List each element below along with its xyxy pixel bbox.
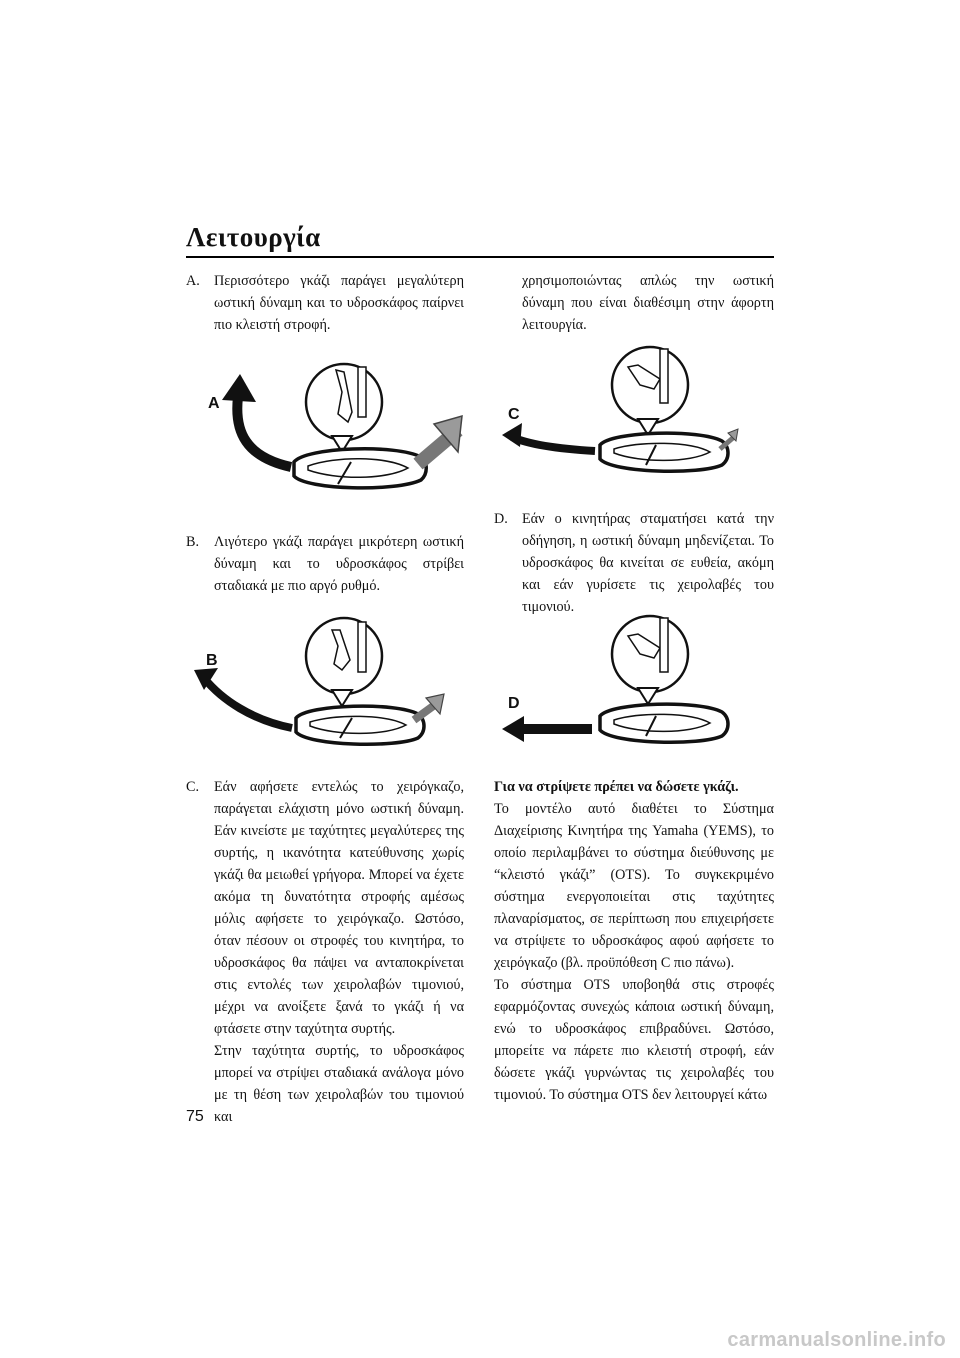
section-heading: Για να στρίψετε πρέπει να δώσετε γκάζι. <box>494 779 739 795</box>
figure-c <box>500 345 770 485</box>
item-d-text: Εάν ο κινητήρας σταματήσει κατά την οδήγηση, η ωστική δύναμη μηδενίζεται. Το υδροσκάφος θα κινείται σε ευθεία, ακόμη και εάν γυρίσετε τις χειρολαβές του τιμονιού. <box>522 511 774 615</box>
figure-d <box>500 612 770 757</box>
item-a <box>186 270 464 336</box>
item-d-label: D. <box>494 511 508 527</box>
item-a-text: Περισσότερο γκάζι παράγει μεγαλύτερη ωστική δύναμη και το υδροσκάφος παίρνει πιο κλειστή στροφή. <box>214 273 464 333</box>
figure-a <box>196 352 466 500</box>
watermark: carmanualsonline.info <box>727 1329 946 1351</box>
figure-a-label: A <box>208 395 220 412</box>
turn-arrow-icon <box>204 678 292 728</box>
turn-arrow-icon <box>237 397 291 467</box>
section-paragraph-2: Το σύστημα OTS υποβοηθά στις στροφές εφαρμόζοντας συνεχώς κάποια ωστική δύναμη, ενώ το υδροσκάφος επιβραδύνει. Ωστόσο, μπορείτε να πάρετε πιο κλειστή στροφή, εάν δώσετε γκάζι γυρνώντας τις χειρολαβές του τιμονιού. Το σύστημα OTS δεν λειτουργεί κάτω <box>494 977 774 1103</box>
item-a-label: A. <box>186 273 200 289</box>
item-c-label: C. <box>186 779 200 795</box>
figure-d-label: D <box>508 695 520 712</box>
turn-arrow-icon <box>512 437 595 451</box>
page-header <box>186 222 774 258</box>
straight-arrow-icon <box>520 724 592 734</box>
throttle-section <box>494 776 774 1106</box>
item-c-text: Εάν αφήσετε εντελώς το χειρόγκαζο, παράγεται ελάχιστη μόνο ωστική δύναμη. Εάν κινείστε με ταχύτητες μεγαλύτερες της συρτής, η ικανότητα κατεύθυνσης χωρίς γκάζι θα μειωθεί γρήγορα. Μπορεί να έχετε ακόμα τη δυνατότητα στροφής αμέσως μόλις αφήσετε το χειρόγκαζο. Ωστόσο, όταν πέσουν οι στροφές του κινητήρα, το υδροσκάφος θα πάψει να ανταποκρίνεται στις εντολές των χειρολαβών τιμονιού, μέχρι να ανοίξετε ξανά το γκάζι ή να φτάσετε στην ταχύτητα συρτής. <box>214 779 464 1037</box>
item-c-continuation <box>522 270 774 336</box>
item-d <box>494 508 774 618</box>
item-b-text: Λιγότερο γκάζι παράγει μικρότερη ωστική δύναμη και το υδροσκάφος στρίβει σταδιακά με πιο αργό ρυθμό. <box>214 534 464 594</box>
item-b <box>186 531 464 597</box>
item-c-text-2: Στην ταχύτητα συρτής, το υδροσκάφος μπορεί να στρίψει σταδιακά ανάλογα μόνο με τη θέση των χειρολαβών του τιμονιού και <box>214 1043 464 1125</box>
page-title: Λειτουργία <box>186 222 321 252</box>
item-b-label: B. <box>186 534 200 550</box>
figure-c-label: C <box>508 406 520 423</box>
page-number: 75 <box>186 1108 204 1125</box>
item-c-continuation-text: χρησιμοποιώντας απλώς την ωστική δύναμη που είναι διαθέσιμη στην άφορτη λειτουργία. <box>522 273 774 333</box>
section-paragraph-1: Το μοντέλο αυτό διαθέτει το Σύστημα Διαχείρισης Κινητήρα της Yamaha (YEMS), το οποίο περιλαμβάνει το σύστημα διεύθυνσης με “κλειστό γκάζι” (OTS). Το συγκεκριμένο σύστημα ενεργοποιείται στις ταχύτητες πλαναρίσματος, σε περίπτωση που επιχειρήσετε να στρίψετε το υδροσκάφος αφού αφήσετε το χειρόγκαζο (βλ. προϋπόθεση C πιο πάνω). <box>494 801 774 971</box>
figure-b <box>192 610 466 760</box>
figure-b-label: B <box>206 652 218 669</box>
item-c <box>186 776 464 1128</box>
